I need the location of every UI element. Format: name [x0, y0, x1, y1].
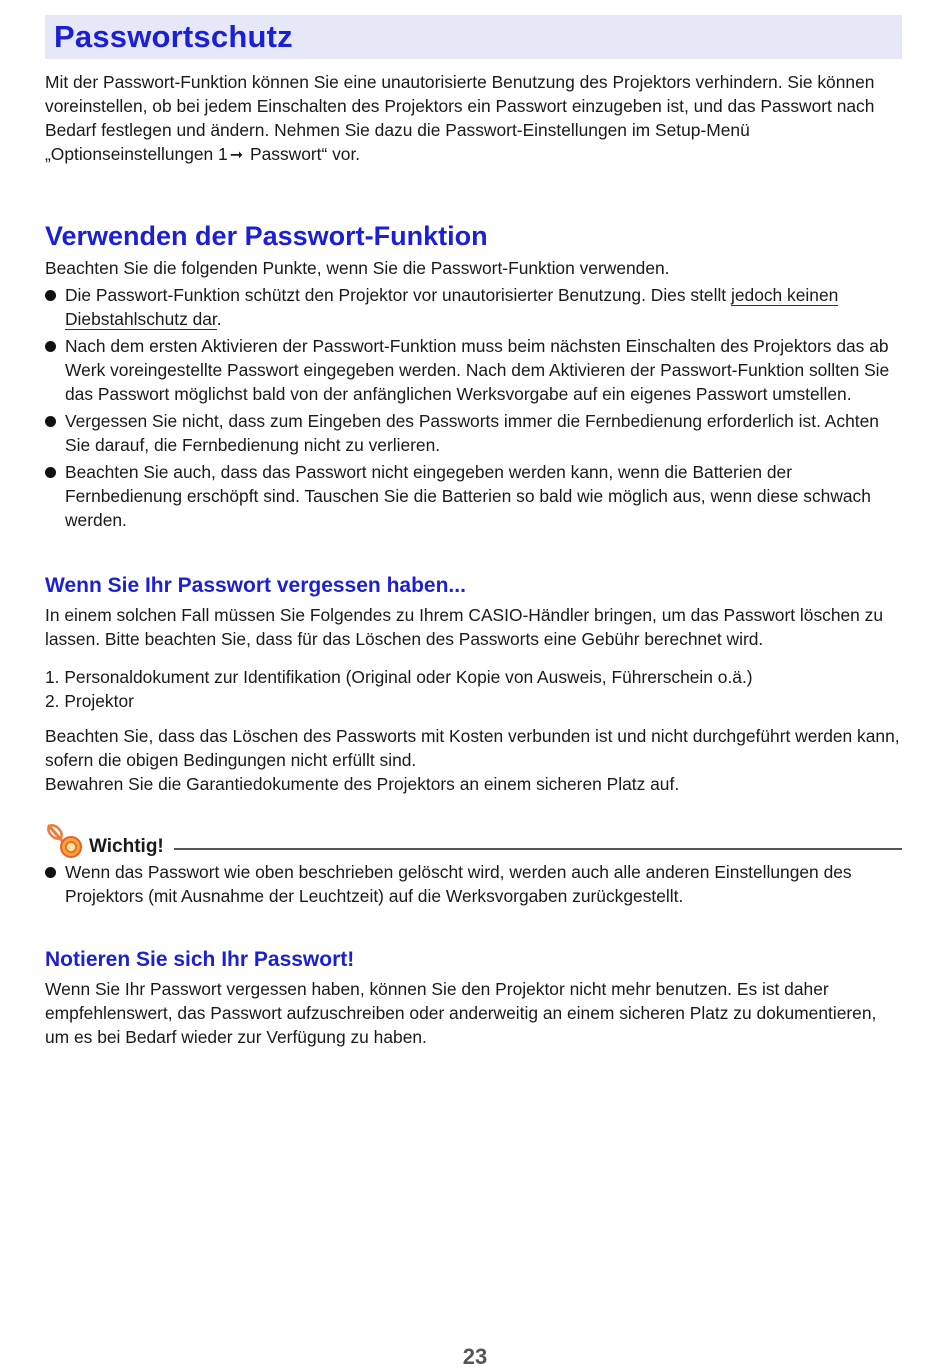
cost-note: Beachten Sie, dass das Löschen des Passworts mit Kosten verbunden ist und nicht durchgeführt werden kann, sofern die obigen Bedingungen nicht erfüllt sind.: [45, 726, 900, 770]
bullet-icon: [45, 467, 56, 478]
section-heading-forgotten: Wenn Sie Ihr Passwort vergessen haben...: [45, 574, 466, 597]
section-heading-note-password: Notieren Sie sich Ihr Passwort!: [45, 948, 355, 971]
underlined-text: jedoch keinen Diebstahlschutz dar: [65, 285, 839, 329]
list-item: 1. Personaldokument zur Identifikation (Original oder Kopie von Ausweis, Führerschein o.ä.): [45, 667, 753, 687]
divider: [174, 848, 902, 850]
arrow-icon: ➞: [229, 147, 244, 164]
bullet-text: Nach dem ersten Aktivieren der Passwort-Funktion muss beim nächsten Einschalten des Projektors das ab Werk voreingestellte Passwort eingegeben werden. Nach dem Aktivieren der Passwort-Funktion sollten Sie das Passwort möglichst bald von der anfänglichen Werksvorgabe auf ein eigenes Passwort umstellen.: [65, 336, 890, 404]
warranty-note: Bewahren Sie die Garantiedokumente des Projektors an einem sicheren Platz auf.: [45, 774, 680, 794]
intro-text-1: Mit der Passwort-Funktion können Sie eine unautorisierte Benutzung des Projektors verhindern. Sie können voreinstellen, ob bei jedem Einschalten des Projektors ein Passwort einzugeben ist, und das Passwort nach Bedarf festlegen und ändern. Nehmen Sie dazu die Passwort-Einstellungen im Setup-Menü „Optionseinstellungen 1: [45, 72, 875, 164]
document-page: [45, 15, 902, 1049]
usage-bullet-list: [45, 283, 902, 532]
bullet-text: Vergessen Sie nicht, dass zum Eingeben des Passworts immer die Fernbedienung erforderlich ist. Achten Sie darauf, die Fernbedienung nicht zu verlieren.: [65, 411, 879, 455]
intro-paragraph: [45, 70, 902, 168]
bullet-text: Beachten Sie auch, dass das Passwort nicht eingegeben werden kann, wenn die Batterien der Fernbedienung erschöpft sind. Tauschen Sie die Batterien so bald wie möglich aus, wenn diese schwach werden.: [65, 462, 871, 530]
intro-text-2: Passwort“ vor.: [245, 144, 361, 164]
usage-lead: Beachten Sie die folgenden Punkte, wenn Sie die Passwort-Funktion verwenden.: [45, 258, 670, 278]
page-title: Passwortschutz: [54, 19, 293, 54]
list-item: [45, 460, 902, 532]
title-bar: [45, 15, 902, 59]
bullet-icon: [45, 290, 56, 301]
bullet-text: Die Passwort-Funktion schützt den Projektor vor unautorisierter Benutzung. Dies stellt: [65, 285, 731, 305]
bullet-icon: [45, 867, 56, 878]
required-items-list: [45, 665, 902, 713]
important-header: [43, 820, 902, 860]
page-number: 23: [462, 1344, 488, 1369]
important-bullet-list: [45, 860, 902, 908]
list-item: [45, 334, 902, 406]
bullet-text-end: .: [216, 309, 222, 329]
bullet-text: Wenn das Passwort wie oben beschrieben gelöscht wird, werden auch alle anderen Einstellungen des Projektors (mit Ausnahme der Leuchtzeit) auf die Werksvorgaben zurückgestellt.: [65, 862, 852, 906]
list-item: [45, 283, 902, 331]
list-item: [45, 409, 902, 457]
bullet-icon: [45, 416, 56, 427]
section-heading-usage: Verwenden der Passwort-Funktion: [45, 221, 488, 251]
list-item: 2. Projektor: [45, 691, 134, 711]
important-label: Wichtig!: [89, 836, 164, 857]
forgotten-lead: In einem solchen Fall müssen Sie Folgendes zu Ihrem CASIO-Händler bringen, um das Passwort löschen zu lassen. Bitte beachten Sie, dass für das Löschen des Passworts eine Gebühr berechnet wird.: [45, 605, 884, 649]
note-password-text: Wenn Sie Ihr Passwort vergessen haben, können Sie den Projektor nicht mehr benutzen. Es ist daher empfehlenswert, das Passwort aufzuschreiben oder anderweitig an einem sicheren Platz zu dokumentieren, um es bei Bedarf wieder zur Verfügung zu haben.: [45, 979, 877, 1047]
bullet-icon: [45, 341, 56, 352]
pushpin-icon: [43, 820, 89, 860]
list-item: [45, 860, 902, 908]
